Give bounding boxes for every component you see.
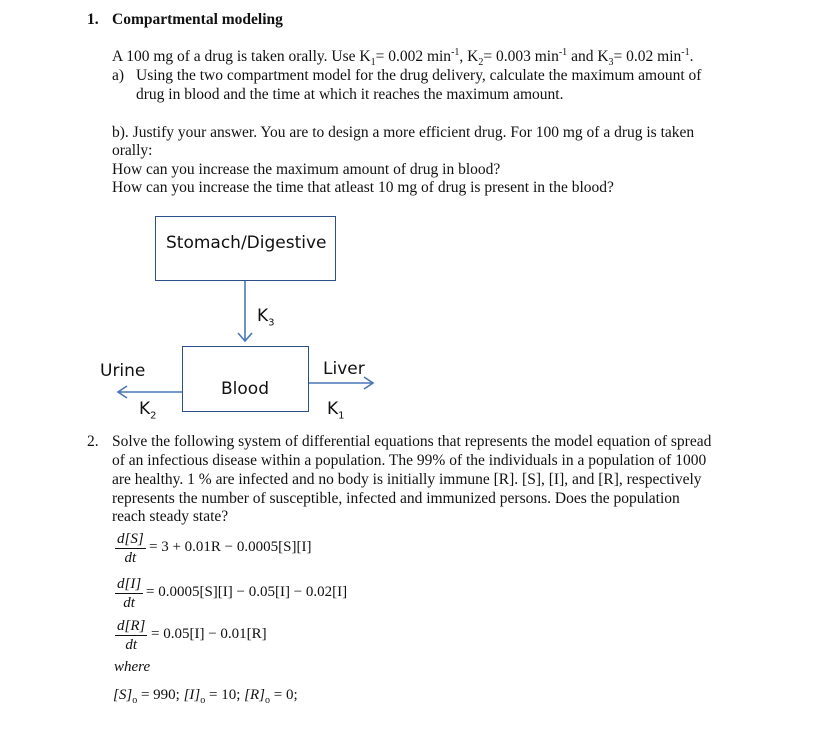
eq3-numerator: d[R] xyxy=(117,618,146,634)
k3-sub: 3 xyxy=(608,57,614,69)
unit-sup-1: -1 xyxy=(451,46,460,58)
eq1-rhs: = 3 + 0.01R − 0.0005[S][I] xyxy=(149,539,312,555)
eq2-denominator: dt xyxy=(123,595,135,611)
part-b-line-3: How can you increase the maximum amount of drug in blood? xyxy=(112,161,501,178)
intro-text-a: A 100 mg of a drug is taken orally. Use K xyxy=(112,48,371,65)
part-b-line-2: orally: xyxy=(112,142,153,159)
init-s-sub: o xyxy=(132,695,138,706)
k2-label xyxy=(139,399,157,422)
k1-letter: K xyxy=(327,399,339,419)
q2-number: 2. xyxy=(87,433,99,450)
eq1-numerator: d[S] xyxy=(117,531,144,547)
k2-sub: 2 xyxy=(478,57,484,69)
part-a-line-1: Using the two compartment model for the drug delivery, calculate the maximum amount of xyxy=(136,67,702,84)
k3-label xyxy=(257,306,275,329)
k3-label-sub: 3 xyxy=(268,317,275,329)
eq2-numerator: d[I] xyxy=(117,576,142,592)
part-a-label: a) xyxy=(112,67,125,84)
k1-label xyxy=(327,399,345,422)
q1-title: Compartmental modeling xyxy=(112,11,283,28)
part-a-line-2: drug in blood and the time at which it reaches the maximum amount. xyxy=(136,86,564,103)
unit-sup-2: -1 xyxy=(558,46,568,58)
eq1-derivative xyxy=(115,530,146,567)
eq3-rhs: = 0.05[I] − 0.01[R] xyxy=(151,626,267,642)
init-s: [S] xyxy=(113,687,133,703)
eq1-denominator: dt xyxy=(124,550,137,566)
q2-line-4: represents the number of susceptible, infected and immunized persons. Does the population xyxy=(112,490,680,507)
where-label: where xyxy=(114,659,151,675)
init-r: [R] xyxy=(244,687,265,703)
blood-label: Blood xyxy=(221,379,269,399)
intro-text-b: = 0.002 min xyxy=(375,48,452,65)
init-i-sub: o xyxy=(200,695,206,706)
initial-conditions xyxy=(113,687,298,704)
q1-number: 1. xyxy=(87,11,99,28)
init-i-value: = 10; xyxy=(205,687,245,703)
k2-arrow xyxy=(118,386,182,398)
part-b-line-1: b). Justify your answer. You are to design a more efficient drug. For 100 mg of a drug is taken xyxy=(112,124,695,141)
part-b-line-4: How can you increase the time that atleast 10 mg of drug is present in the blood? xyxy=(112,179,614,196)
init-i: [I] xyxy=(183,687,201,703)
intro-text-g: . xyxy=(689,48,694,65)
liver-label: Liver xyxy=(323,359,365,379)
k3-arrow xyxy=(238,281,252,341)
init-s-value: = 990; xyxy=(137,687,184,703)
init-r-value: = 0; xyxy=(269,687,298,703)
q2-line-2: of an infectious disease within a population. The 99% of the individuals in a population of 1000 xyxy=(112,452,707,469)
k2-letter: K xyxy=(139,399,151,419)
k2-label-sub: 2 xyxy=(150,410,157,422)
intro-text-f: = 0.02 min xyxy=(613,48,682,65)
k3-letter: K xyxy=(257,306,269,326)
stomach-label: Stomach/Digestive xyxy=(166,233,327,253)
intro-text-c: , K xyxy=(459,48,479,65)
intro-text-e: and K xyxy=(567,48,609,65)
eq3-denominator: dt xyxy=(125,637,137,653)
intro-text-d: = 0.003 min xyxy=(483,48,559,65)
k1-sub: 1 xyxy=(370,57,376,69)
q2-line-3: are healthy. 1 % are infected and no body is initially immune [R]. [S], [I], and [R], respectively xyxy=(112,471,702,488)
eq3-derivative xyxy=(115,617,147,654)
init-r-sub: o xyxy=(264,695,270,706)
q2-line-1: Solve the following system of differential equations that represents the model equation of spread xyxy=(112,433,712,450)
eq2-derivative xyxy=(115,575,143,612)
q2-line-5: reach steady state? xyxy=(112,508,229,525)
urine-label: Urine xyxy=(100,361,146,381)
k1-label-sub: 1 xyxy=(338,410,345,422)
unit-sup-3: -1 xyxy=(681,46,690,58)
eq2-rhs: = 0.0005[S][I] − 0.05[I] − 0.02[I] xyxy=(146,584,348,600)
